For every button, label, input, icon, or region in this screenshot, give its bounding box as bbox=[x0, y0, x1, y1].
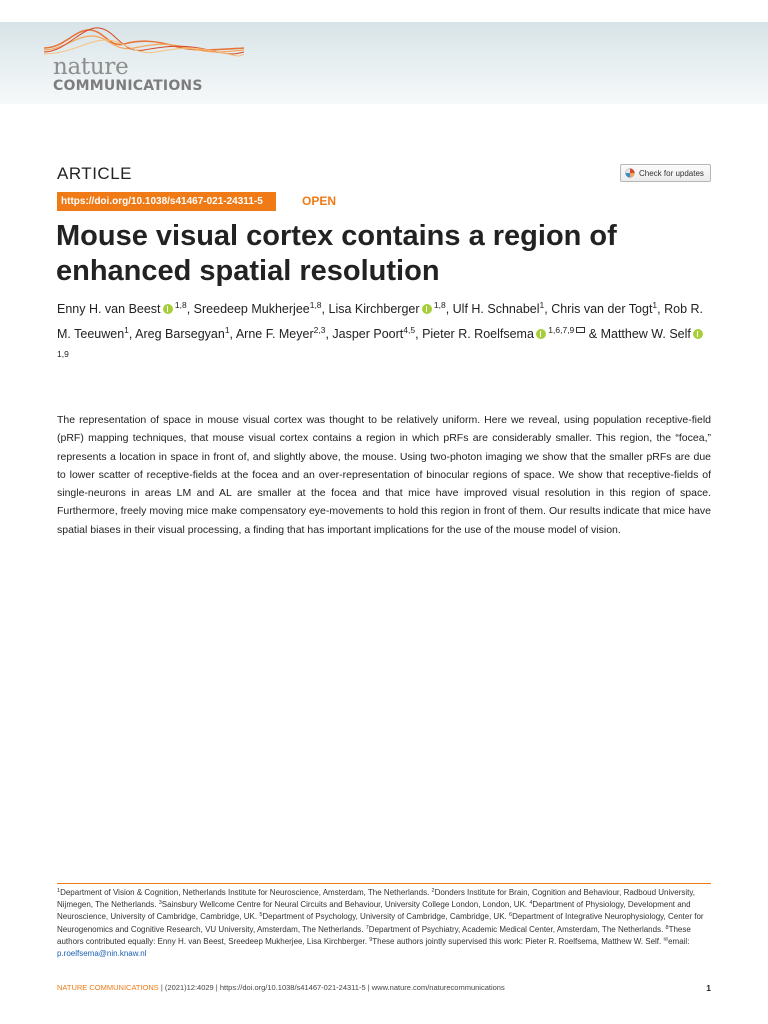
crossmark-icon bbox=[625, 168, 635, 178]
orcid-icon[interactable] bbox=[422, 304, 432, 314]
orcid-icon[interactable] bbox=[163, 304, 173, 314]
envelope-icon[interactable] bbox=[576, 327, 585, 333]
author-name[interactable]: Arne F. Meyer bbox=[235, 326, 314, 341]
affiliation-number: 9 bbox=[369, 936, 373, 943]
author-affiliation-marker: 1 bbox=[224, 324, 230, 335]
author-name[interactable]: Jasper Poort bbox=[332, 326, 404, 341]
journal-logo[interactable] bbox=[44, 26, 244, 100]
open-access-label: OPEN bbox=[302, 194, 337, 208]
author-affiliation-marker: 1 bbox=[124, 324, 129, 335]
author-affiliation-marker: 1,8 bbox=[431, 300, 446, 310]
page-number: 1 bbox=[706, 983, 711, 993]
footer-citation bbox=[57, 983, 505, 993]
author-affiliation-marker: 1,9 bbox=[57, 349, 69, 359]
author-name[interactable]: Areg Barsegyan bbox=[135, 326, 225, 341]
email-envelope-icon: ✉ bbox=[663, 936, 669, 943]
author-name[interactable]: Ulf H. Schnabel bbox=[452, 302, 540, 316]
affiliation-number: 7 bbox=[365, 924, 369, 931]
check-for-updates-button[interactable] bbox=[620, 164, 711, 182]
affiliation-number: 4 bbox=[529, 900, 533, 907]
author bbox=[194, 302, 322, 316]
author-affiliation-marker: 4,5 bbox=[403, 324, 416, 335]
author-name[interactable]: Matthew W. Self bbox=[600, 326, 691, 341]
page-footer bbox=[57, 983, 711, 993]
author bbox=[329, 302, 446, 316]
author-affiliation-marker: 1,8 bbox=[309, 300, 322, 310]
orcid-icon[interactable] bbox=[693, 329, 703, 339]
email-label: email: bbox=[668, 936, 690, 946]
author-name[interactable]: Enny H. van Beest bbox=[57, 302, 161, 316]
author-name[interactable]: Pieter R. Roelfsema bbox=[422, 326, 534, 341]
affiliation-text: Department of Vision & Cognition, Netherlands Institute for Neuroscience, Amsterdam, The Netherlands. bbox=[60, 888, 432, 897]
affiliation-text: Department of Psychiatry, Academic Medical Center, Amsterdam, The Netherlands. bbox=[368, 924, 666, 934]
author-name[interactable]: Sreedeep Mukherjee bbox=[193, 302, 310, 316]
author bbox=[422, 324, 585, 341]
orcid-icon[interactable] bbox=[536, 329, 546, 339]
article-type-label: ARTICLE bbox=[57, 164, 132, 183]
author-affiliation-marker: 2,3 bbox=[313, 324, 326, 335]
author-name[interactable]: Rob R. M. Teeuwen bbox=[57, 302, 704, 341]
affiliation-text: Sainsbury Wellcome Centre for Neural Circuits and Behaviour, University College London, London, UK. bbox=[161, 900, 530, 910]
footer-journal: NATURE COMMUNICATIONS bbox=[57, 983, 159, 992]
affiliation-text: Department of Integrative Neurophysiology, Center for Neurogenomics and Cognitive Research, VU University, Amsterdam, The Netherlands. bbox=[57, 912, 704, 934]
article-title: Mouse visual cortex contains a region of enhanced spatial resolution bbox=[56, 220, 617, 287]
affiliations-divider bbox=[57, 883, 711, 884]
affiliation-number: 1 bbox=[57, 888, 61, 894]
author bbox=[235, 324, 326, 341]
affiliation-number: 6 bbox=[509, 912, 513, 919]
affiliation-number: 8 bbox=[665, 924, 669, 931]
doi-link[interactable]: https://doi.org/10.1038/s41467-021-24311-5 bbox=[57, 192, 276, 211]
author-affiliation-marker: 1,6,7,9 bbox=[545, 324, 575, 335]
abstract: The representation of space in mouse visual cortex was thought to be relatively uniform. Here we reveal, using population receptive-field (pRF) mapping techniques, that mouse visual cortex contains a region in which pRFs are considerably smaller. This region, the “focea,” represents a location in space in front of, and slightly above, the mouse. Using two-photon imaging we show that the smaller pRFs are due to lower scatter of receptive-fields at the focea and an over-representation of binocular regions of space. We show that receptive-fields of single-neurons in areas LM and AL are smaller at the focea and that mice have improved visual resolution in this region of space. Furthermore, freely moving mice make compensatory eye-movements to hold this region in front of them. Our results indicate that mice have spatial biases in their visual processing, a finding that has important implications for the use of the mouse model of vision. bbox=[57, 414, 711, 536]
author bbox=[135, 324, 230, 341]
affiliation-number: 3 bbox=[158, 900, 162, 907]
author bbox=[332, 324, 416, 341]
affiliation-number: 5 bbox=[259, 912, 263, 919]
logo-wordmark-nature: nature bbox=[53, 54, 129, 80]
footer-citation-text: | (2021)12:4029 | https://doi.org/10.1038/s41467-021-24311-5 | www.nature.com/naturecommunications bbox=[158, 983, 505, 992]
author-affiliation-marker: 1,8 bbox=[172, 300, 187, 310]
corresponding-email-link[interactable]: p.roelfsema@nin.knaw.nl bbox=[57, 949, 147, 959]
author-affiliation-marker: 1 bbox=[539, 300, 545, 310]
affiliation-text: These authors jointly supervised this work: Pieter R. Roelfsema, Matthew W. Self. bbox=[372, 936, 664, 946]
author-name[interactable]: Lisa Kirchberger bbox=[328, 302, 420, 316]
logo-wordmark-communications: COMMUNICATIONS bbox=[53, 78, 203, 94]
author bbox=[57, 302, 187, 316]
check-for-updates-label: Check for updates bbox=[639, 168, 704, 178]
author-name[interactable]: Chris van der Togt bbox=[551, 302, 653, 316]
affiliations bbox=[57, 887, 717, 960]
affiliation-number: 2 bbox=[431, 888, 435, 894]
author bbox=[453, 302, 545, 316]
author-list: Enny H. van Beest $^{1,8}$, Sreedeep Mukherjee$^{1,8}$, Lisa Kirchberger $^{1,8}$, Ulf H. Schnabel$^1$, Chris van der Togt$^1$, Rob R. M. Teeuwen$^1$, Areg Barsegyan$^1$, Arne F. Meyer$^{2,3}$, Jasper Poort$^{4,5}$, Pieter R. Roelfsema $^{1,6,7,9}$ & Matthew W. Self $^{1,9}$ bbox=[57, 297, 717, 371]
author bbox=[551, 302, 657, 316]
affiliation-text: Donders Institute for Brain, Cognition and Behaviour, Radboud University, Nijmegen, The Netherlands. bbox=[57, 888, 696, 910]
affiliation-text: Department of Physiology, Development and Neuroscience, University of Cambridge, Cambridge, UK. bbox=[57, 900, 691, 922]
affiliation-text: Department of Psychology, University of Cambridge, Cambridge, UK. bbox=[262, 912, 509, 922]
author-affiliation-marker: 1 bbox=[652, 300, 658, 310]
affiliation-text: These authors contributed equally: Enny H. van Beest, Sreedeep Mukherjee, Lisa Kirchberger. bbox=[57, 924, 691, 946]
